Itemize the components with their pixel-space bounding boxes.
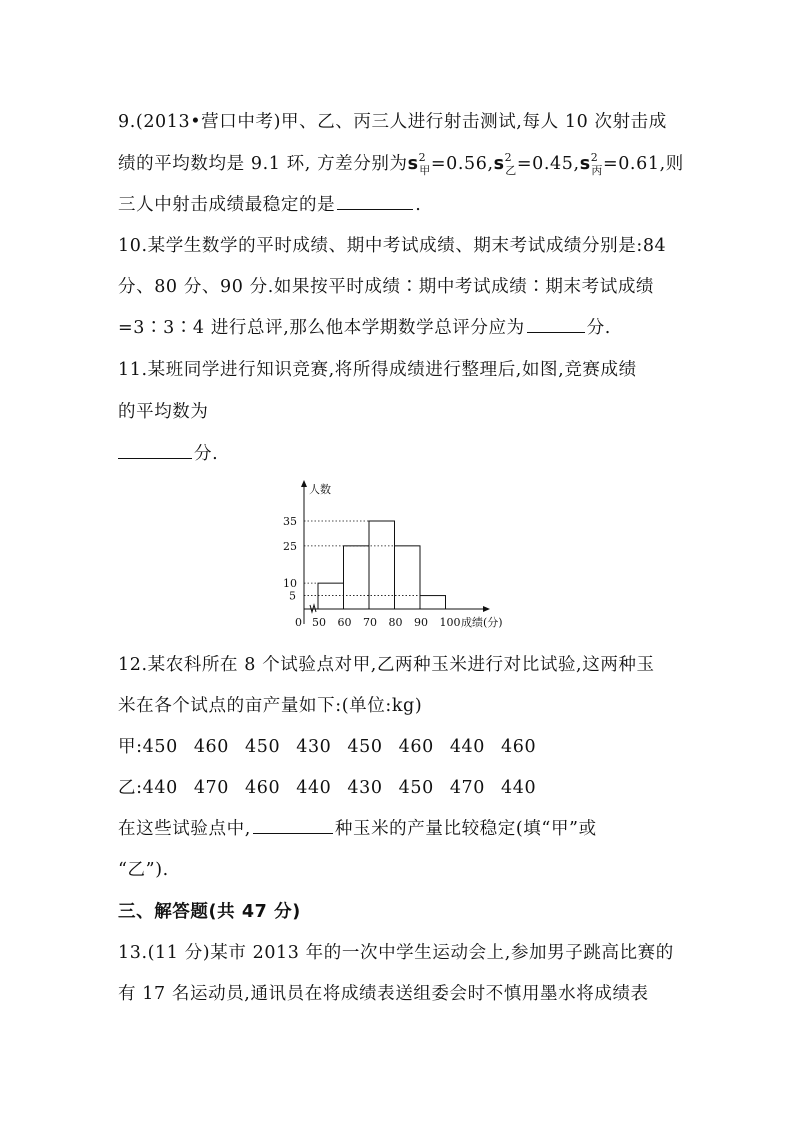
q13-line-2: 有 17 名运动员,通讯员在将成绩表送组委会时不慎用墨水将成绩表 xyxy=(118,984,649,1004)
q12-line-6: “乙”). xyxy=(118,860,169,880)
yield-value: 460 xyxy=(245,778,281,798)
q9-line-2-text: 绩的平均数均是 9.1 环, 方差分别为 xyxy=(118,154,408,174)
x-tick-label: 0 xyxy=(295,616,302,629)
q9-line-3-text: 三人中射击成绩最稳定的是 xyxy=(118,195,336,215)
histogram-bar xyxy=(344,546,370,609)
yield-value: 470 xyxy=(449,778,486,798)
subscript-bing: 丙 xyxy=(591,164,603,177)
yield-value: 470 xyxy=(193,778,230,798)
yield-value: 430 xyxy=(296,737,332,757)
yield-value: 450 xyxy=(347,737,383,757)
answer-blank[interactable] xyxy=(253,815,333,834)
q13-line-1: 13.(11 分)某市 2013 年的一次中学生运动会上,参加男子跳高比赛的 xyxy=(118,943,674,963)
q12-line-5-end: 种玉米的产量比较稳定(填“甲”或 xyxy=(334,819,597,839)
yield-value: 440 xyxy=(449,737,486,757)
q11-line-3 xyxy=(118,440,218,465)
q12-yi-row xyxy=(118,774,552,799)
answer-blank[interactable] xyxy=(527,314,585,333)
y-tick-label: 35 xyxy=(283,515,297,528)
axis-break-icon xyxy=(310,605,316,612)
variance-symbol: s xyxy=(493,154,505,174)
x-tick-label: 80 xyxy=(388,616,403,629)
q11-line-3-end: 分. xyxy=(194,444,219,464)
q9-line-3-end: . xyxy=(415,195,422,215)
variance-jia-value: =0.56, xyxy=(430,154,494,174)
histogram-bar xyxy=(395,546,421,609)
x-axis-label: 成绩(分) xyxy=(461,616,503,629)
y-tick-label: 5 xyxy=(289,589,296,603)
histogram-chart xyxy=(280,476,540,636)
subscript-yi: 乙 xyxy=(505,164,517,177)
variance-yi-value: =0.45, xyxy=(516,154,580,174)
yield-value: 450 xyxy=(398,778,434,798)
q12-line-1: 12.某农科所在 8 个试验点对甲,乙两种玉米进行对比试验,这两种玉 xyxy=(118,655,655,675)
x-tick-label: 60 xyxy=(337,616,352,629)
q11-line-2: 的平均数为 xyxy=(118,402,209,422)
y-tick-label: 25 xyxy=(283,539,297,553)
yield-value: 430 xyxy=(347,778,383,798)
yield-value: 450 xyxy=(245,737,281,757)
y-axis-label: 人数 xyxy=(309,483,331,496)
q12-line-2: 米在各个试点的亩产量如下:(单位:kg) xyxy=(118,696,423,716)
histogram-bar xyxy=(318,583,344,609)
y-axis-arrow xyxy=(301,480,307,487)
variance-symbol: s xyxy=(407,154,419,174)
q9-line-3 xyxy=(118,191,421,216)
yield-value: 440 xyxy=(142,778,178,798)
q10-line-1: 10.某学生数学的平时成绩、期中考试成绩、期末考试成绩分别是:84 xyxy=(118,236,667,256)
y-ticks-group xyxy=(283,515,297,603)
yi-label: 乙: xyxy=(118,778,143,798)
q10-line-3 xyxy=(118,314,611,339)
jia-label: 甲: xyxy=(118,737,143,757)
x-ticks-group xyxy=(295,616,461,629)
y-tick-label: 10 xyxy=(283,577,297,591)
x-axis-arrow xyxy=(483,606,490,612)
superscript: 2 xyxy=(504,151,513,164)
q9-line-2 xyxy=(118,150,684,175)
variance-bing-value: =0.61,则 xyxy=(602,154,684,174)
q10-line-2: 分、80 分、90 分.如果按平时成绩∶期中考试成绩∶期末考试成绩 xyxy=(118,277,655,297)
yield-value: 460 xyxy=(398,737,434,757)
x-tick-label: 90 xyxy=(414,616,428,629)
q10-line-3-text: =3∶3∶4 进行总评,那么他本学期数学总评分应为 xyxy=(118,318,525,338)
x-tick-label: 100 xyxy=(439,616,461,629)
x-tick-label: 70 xyxy=(363,616,377,629)
q11-line-1: 11.某班同学进行知识竞赛,将所得成绩进行整理后,如图,竞赛成绩 xyxy=(118,360,637,380)
answer-blank[interactable] xyxy=(337,191,413,210)
yield-value: 450 xyxy=(142,737,178,757)
q12-line-5-text: 在这些试验点中, xyxy=(118,819,251,839)
q12-line-5 xyxy=(118,815,597,840)
yield-value: 460 xyxy=(501,737,537,757)
histogram-bar xyxy=(420,596,446,609)
q9-line-1: 9.(2013•营口中考)甲、乙、丙三人进行射击测试,每人 10 次射击成 xyxy=(118,112,667,132)
section-heading: 三、解答题(共 47 分) xyxy=(118,902,301,922)
superscript: 2 xyxy=(590,151,599,164)
yield-value: 440 xyxy=(501,778,537,798)
yield-value: 440 xyxy=(296,778,332,798)
x-tick-label: 50 xyxy=(312,616,326,629)
superscript: 2 xyxy=(418,151,427,164)
subscript-jia: 甲 xyxy=(419,164,431,177)
q10-line-3-end: 分. xyxy=(586,318,611,338)
answer-blank[interactable] xyxy=(118,440,192,459)
yield-value: 460 xyxy=(193,737,230,757)
q12-jia-row xyxy=(118,733,552,758)
variance-symbol: s xyxy=(579,154,591,174)
